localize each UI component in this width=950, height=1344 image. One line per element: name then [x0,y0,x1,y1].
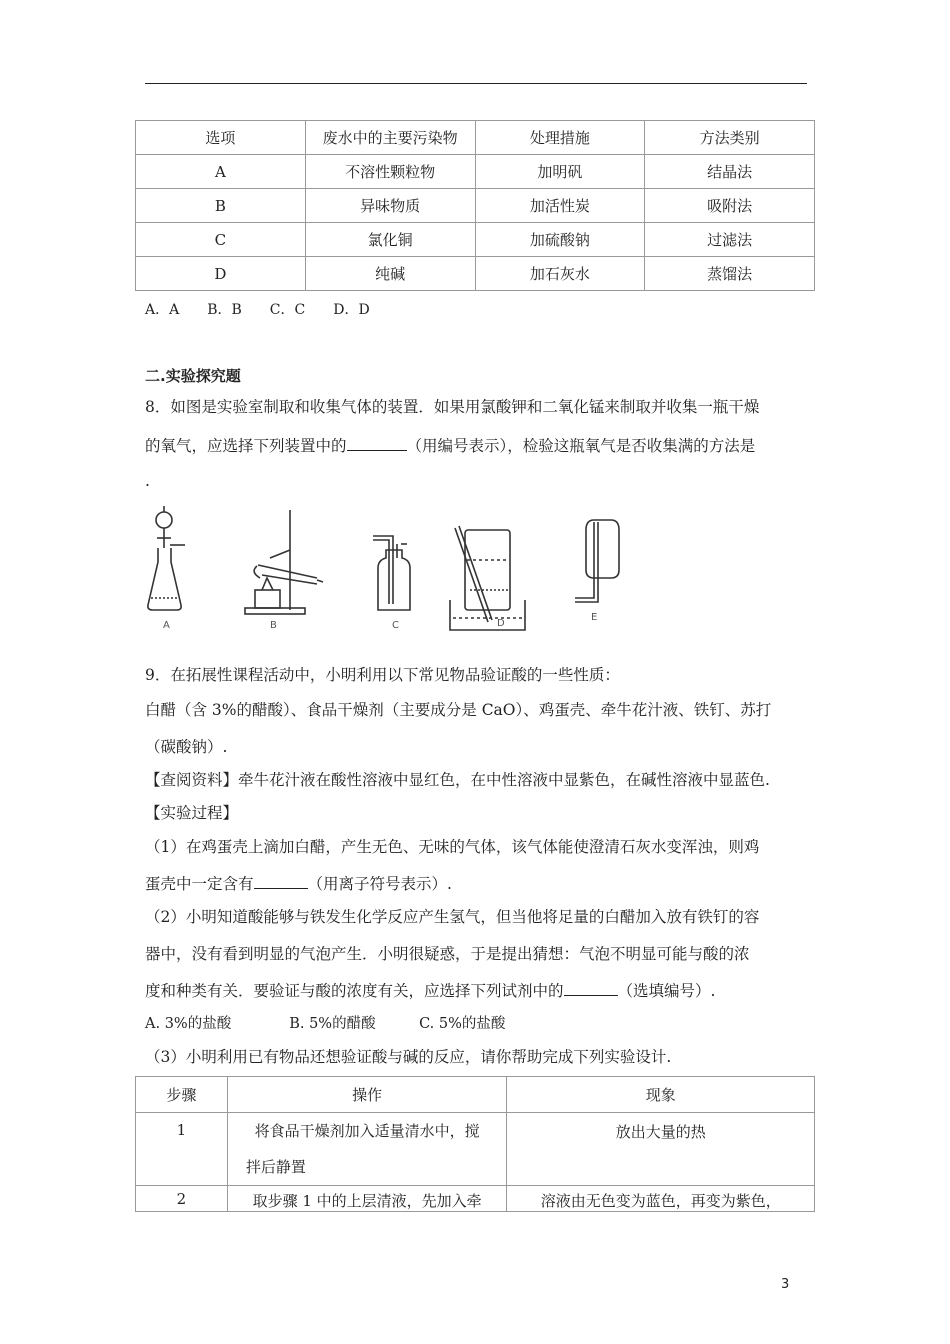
q8-line-2 [145,439,755,455]
table-cell: 加石灰水 [475,257,645,291]
section-title: 二.实验探究题 [145,367,241,385]
apparatus-a [148,506,185,610]
apparatus-b [245,510,323,614]
answer-blank[interactable] [564,995,618,996]
table-cell: 异味物质 [305,189,475,223]
answer-blank[interactable] [254,888,308,889]
table-header-cell: 现象 [507,1077,815,1113]
q9-line-7-start: 蛋壳中一定含有 [145,875,254,893]
table-cell: 蒸馏法 [645,257,815,291]
figure-label-c: C [392,620,399,631]
table-cell [227,1113,507,1186]
apparatus-figure [145,500,625,635]
table-cell: 加明矾 [475,155,645,189]
experiment-table [135,1076,815,1212]
table-cell: 取步骤 1 中的上层清液，先加入牵 [227,1186,507,1212]
table-cell: B [136,189,306,223]
table-header-cell: 处理措施 [475,121,645,155]
table-cell: 吸附法 [645,189,815,223]
table-cell: A [136,155,306,189]
answer-blank[interactable] [347,450,407,451]
q9-line-1: 9．在拓展性课程活动中，小明利用以下常见物品验证酸的一些性质： [145,666,620,684]
figure-label-a: A [163,620,170,631]
table-row [136,1113,815,1186]
header-rule [145,83,807,84]
q8-line-2-start: 的氧气，应选择下列装置中的 [145,437,347,455]
table-header-cell: 操作 [227,1077,507,1113]
table-cell: 放出大量的热 [507,1113,815,1186]
q9-line-10-end: （选填编号）. [617,982,716,1000]
table-cell: 加活性炭 [475,189,645,223]
table-header-cell: 步骤 [136,1077,228,1113]
apparatus-e [575,520,619,602]
wastewater-table [135,120,815,291]
q8-line-3: . [145,472,150,490]
table-cell: 2 [136,1186,228,1212]
table-cell: 过滤法 [645,223,815,257]
figure-label-d: D [497,618,505,629]
table-cell: 溶液由无色变为蓝色，再变为紫色， [507,1186,815,1212]
table-cell: 结晶法 [645,155,815,189]
table-cell: 1 [136,1113,228,1186]
apparatus-d [450,526,525,630]
table-row [136,155,815,189]
table-cell: D [136,257,306,291]
apparatus-svg [145,500,625,635]
q8-line-1: 8．如图是实验室制取和收集气体的装置．如果用氯酸钾和二氧化锰来制取并收集一瓶干燥 [145,398,760,416]
table-row [136,1186,815,1212]
table-header-row [136,1077,815,1113]
q9-line-8: （2）小明知道酸能够与铁发生化学反应产生氢气，但当他将足量的白醋加入放有铁钉的容 [145,908,760,926]
figure-label-e: E [591,612,598,623]
table-cell: 不溶性颗粒物 [305,155,475,189]
q9-line-5: 【实验过程】 [145,804,239,822]
q9-line-2: 白醋（含 3%的醋酸）、食品干燥剂（主要成分是 CaO）、鸡蛋壳、牵牛花汁液、铁钉、苏打 [145,701,772,719]
operation-line-2: 拌后静置 [245,1158,306,1176]
table-header-cell: 废水中的主要污染物 [305,121,475,155]
q7-options: A．A B．B C．C D．D [145,302,370,318]
q9-line-10 [145,984,715,1000]
q9-line-6: （1）在鸡蛋壳上滴加白醋，产生无色、无味的气体，该气体能使澄清石灰水变浑浊，则鸡 [145,838,760,856]
q9-line-7-end: （用离子符号表示）. [307,875,452,893]
table-header-row [136,121,815,155]
table-row [136,189,815,223]
table-row [136,257,815,291]
operation-line-1: 将食品干燥剂加入适量清水中，搅 [254,1122,480,1140]
figure-label-b: B [270,620,277,631]
table-header-cell: 方法类别 [645,121,815,155]
q8-line-2-end: （用编号表示），检验这瓶氧气是否收集满的方法是 [406,437,756,455]
q9-line-4: 【查阅资料】牵牛花汁液在酸性溶液中显红色，在中性溶液中显紫色，在碱性溶液中显蓝色. [145,771,770,789]
q9-options: A. 3%的盐酸 B. 5%的醋酸 C. 5%的盐酸 [145,1016,506,1032]
table-cell: 加硫酸钠 [475,223,645,257]
page-number: 3 [781,1277,790,1292]
table-cell: 氯化铜 [305,223,475,257]
table-row [136,223,815,257]
q9-line-7 [145,877,452,893]
q9-line-9: 器中，没有看到明显的气泡产生．小明很疑惑，于是提出猜想：气泡不明显可能与酸的浓 [145,945,750,963]
table-header-cell: 选项 [136,121,306,155]
q9-line-3: （碳酸钠）. [145,738,228,756]
q9-line-10-start: 度和种类有关．要验证与酸的浓度有关，应选择下列试剂中的 [145,982,564,1000]
table-cell: C [136,223,306,257]
table-cell: 纯碱 [305,257,475,291]
apparatus-c [373,536,410,610]
q9-line-12: （3）小明利用已有物品还想验证酸与碱的反应，请你帮助完成下列实验设计. [145,1048,672,1066]
